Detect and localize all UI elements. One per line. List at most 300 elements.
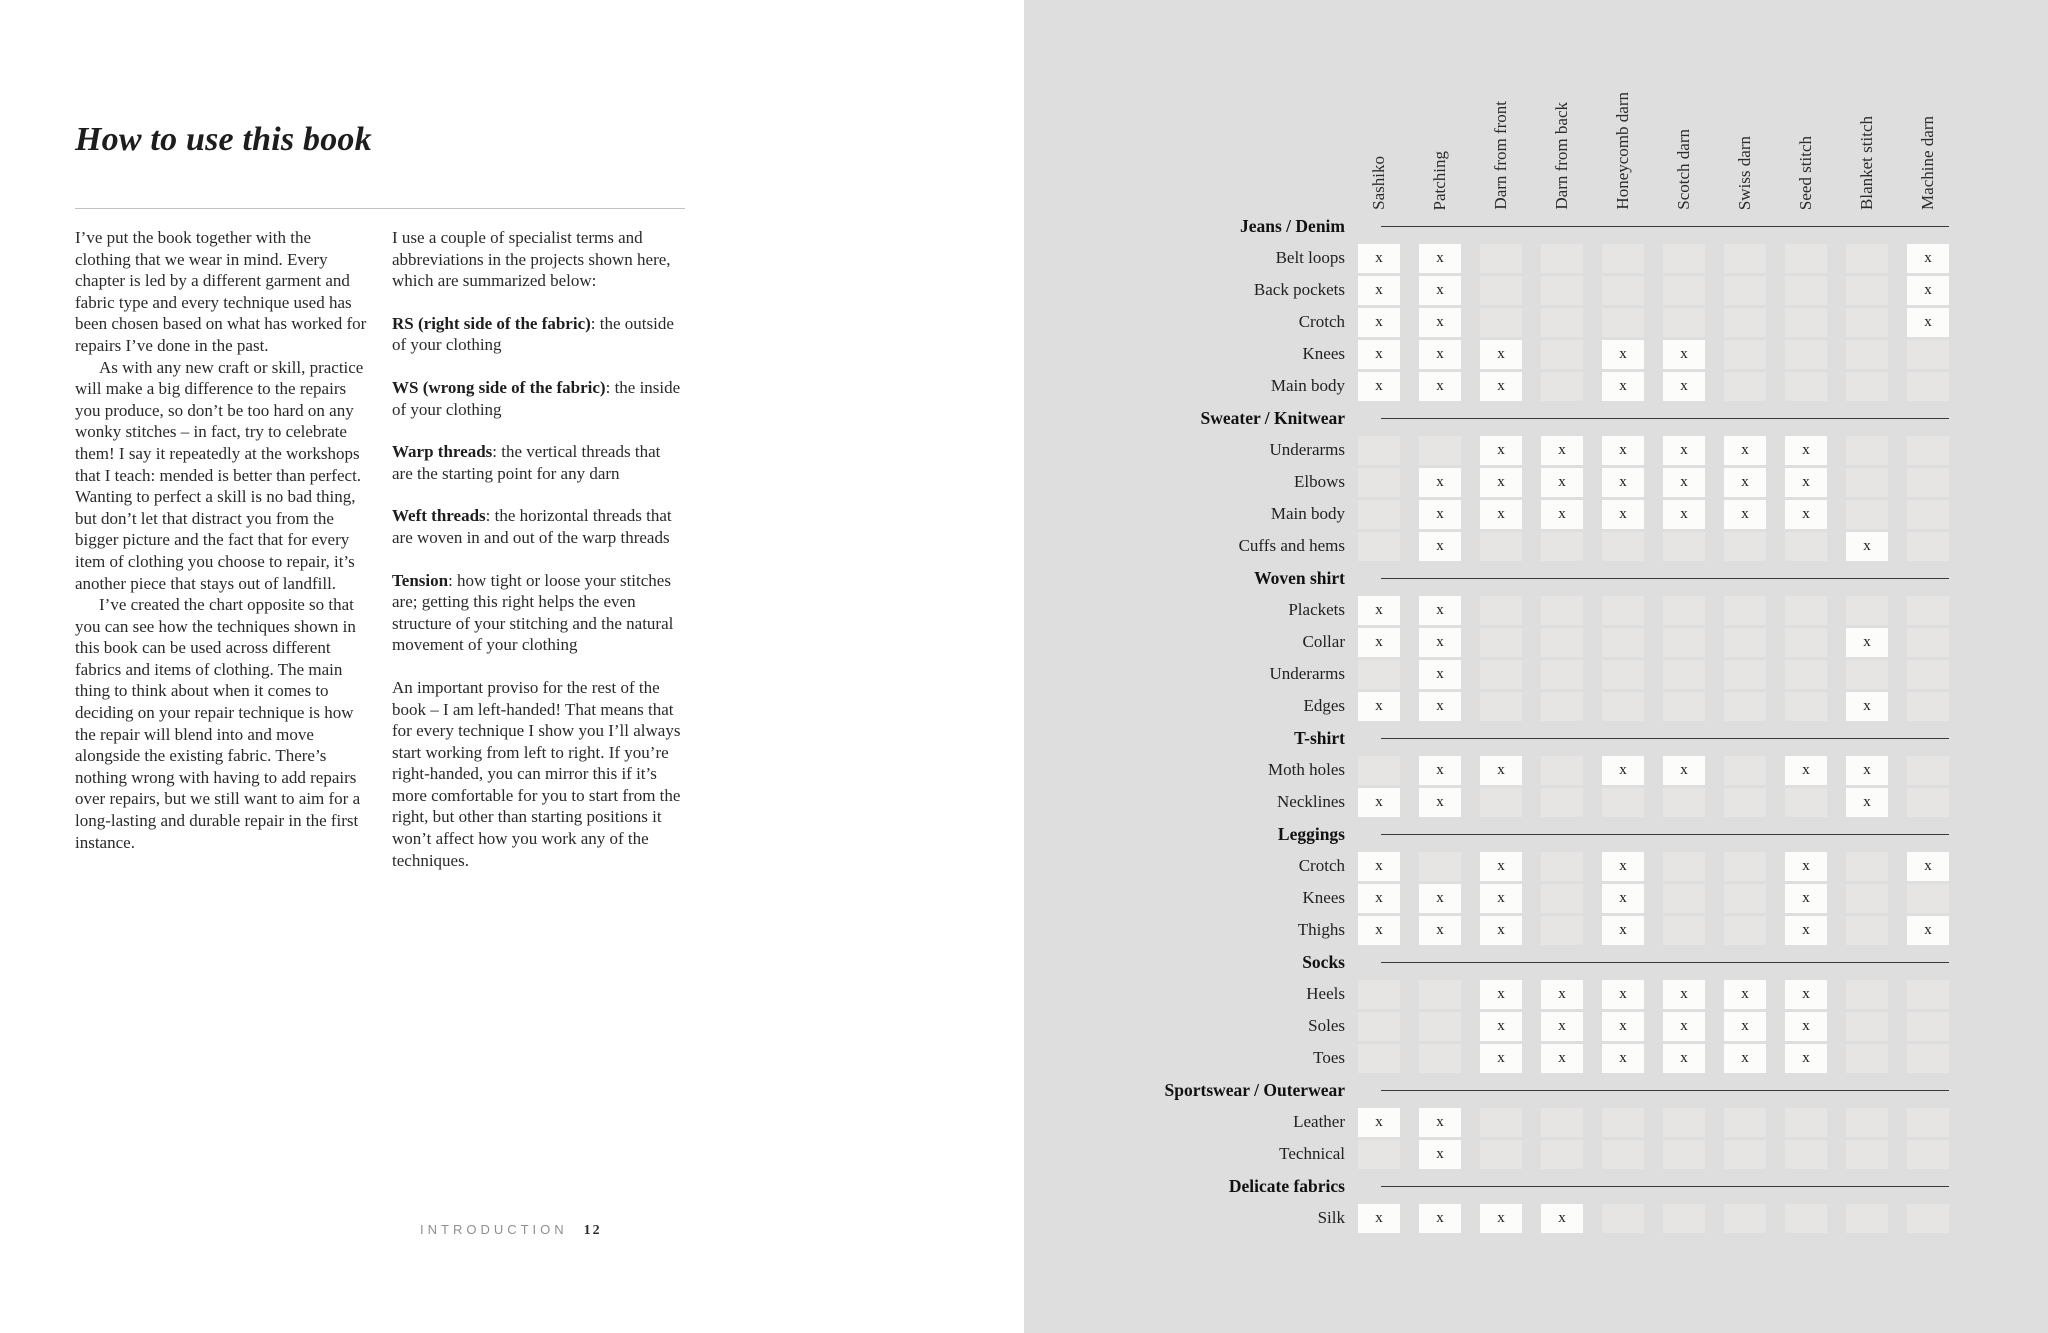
matrix-cell [1907,340,1949,369]
cell-slot [1907,628,1968,657]
matrix-cell [1541,916,1583,945]
matrix-cell: x [1419,1108,1461,1137]
matrix-cell [1480,276,1522,305]
footer-page-number: 12 [583,1223,602,1238]
cell-slot [1785,756,1846,785]
cell-slot [1480,1140,1541,1169]
cell-slot [1785,1140,1846,1169]
cell-slot [1480,436,1541,465]
cell-slot [1663,468,1724,497]
column-header: Sashiko [1369,156,1388,210]
matrix-cell [1785,276,1827,305]
column-header: Swiss darn [1735,135,1754,210]
cell-slot [1907,244,1968,273]
row-label: Leather [1293,1112,1345,1131]
matrix-cell [1602,628,1644,657]
matrix-cell: x [1480,1044,1522,1073]
matrix-cell: x [1358,1204,1400,1233]
cell-slot [1602,852,1663,881]
section-label: Socks [1302,951,1345,972]
cell-slot [1541,276,1602,305]
matrix-cell [1785,340,1827,369]
matrix-cell [1724,756,1766,785]
section-header-row [1030,210,1974,242]
cell-slot [1663,1044,1724,1073]
matrix-cell [1724,852,1766,881]
matrix-cell: x [1785,1012,1827,1041]
cell-slot [1846,308,1907,337]
row-label: Underarms [1269,440,1345,459]
section-header-row [1030,562,1974,594]
cell-slot [1785,500,1846,529]
matrix-cell: x [1419,340,1461,369]
matrix-cell [1663,1204,1705,1233]
matrix-cell: x [1724,436,1766,465]
table-row [1030,434,1974,466]
matrix-cell [1846,372,1888,401]
matrix-cell: x [1480,340,1522,369]
matrix-cell: x [1358,596,1400,625]
cell-slot [1724,852,1785,881]
row-label: Plackets [1288,600,1345,619]
cell-slot [1419,692,1480,721]
cell-slot [1663,372,1724,401]
table-row [1030,850,1974,882]
matrix-cell [1846,244,1888,273]
row-label: Crotch [1298,856,1345,875]
cell-slot [1358,276,1419,305]
cell-slot [1846,628,1907,657]
title-divider [75,208,685,209]
matrix-cell: x [1785,916,1827,945]
matrix-cell [1480,308,1522,337]
row-label: Necklines [1277,792,1345,811]
matrix-cell [1663,660,1705,689]
matrix-cell [1480,596,1522,625]
matrix-cell [1907,1108,1949,1137]
right-page [1024,0,2048,1333]
matrix-cell [1907,980,1949,1009]
cell-slot [1663,916,1724,945]
cell-slot [1785,372,1846,401]
section-label: Leggings [1277,823,1345,844]
matrix-cell: x [1419,276,1461,305]
table-row [1030,1106,1974,1138]
row-label: Underarms [1269,664,1345,683]
section-header-row [1030,1074,1974,1106]
glossary-block: Warp threads: the vertical threads that are the starting point for any darn [392,442,661,483]
matrix-cell [1846,1108,1888,1137]
matrix-cell [1724,1204,1766,1233]
cell-slot [1541,980,1602,1009]
matrix-cell: x [1785,468,1827,497]
cell-slot [1602,596,1663,625]
cell-slot [1358,596,1419,625]
body-paragraph: As with any new craft or skill, practice will make a big difference to the repairs you produce, so don’t be too hard on any wonky stitches – in fact, try to celebrate them! I say it repeatedly at the workshops that I teach: mended is better than perfect. Wanting to perfect a skill is no bad thing, but don’t let that distract you from the bigger picture and the fact that for every item of clothing you choose to repair, it’s another piece that stays out of landfill. [75,357,364,593]
matrix-cell: x [1480,852,1522,881]
cell-slot [1663,1204,1724,1233]
glossary-term: WS (wrong side of the fabric) [392,377,606,397]
matrix-cell [1663,884,1705,913]
cell-slot [1907,916,1968,945]
matrix-cell [1907,692,1949,721]
matrix-cell: x [1602,916,1644,945]
cell-slot [1663,244,1724,273]
matrix-cell [1663,1108,1705,1137]
cell-slot [1480,340,1541,369]
cell-slot [1724,1204,1785,1233]
cell-slot [1602,372,1663,401]
glossary-term: Tension [392,570,449,590]
table-row [1030,242,1974,274]
cell-slot [1541,532,1602,561]
matrix-cell [1907,1012,1949,1041]
matrix-cell: x [1602,1012,1644,1041]
matrix-cell [1419,1012,1461,1041]
cell-slot [1724,980,1785,1009]
cell-slot [1358,980,1419,1009]
matrix-cell: x [1419,660,1461,689]
cell-slot [1480,788,1541,817]
cell-slot [1602,660,1663,689]
left-column-2 [392,227,685,892]
matrix-cell: x [1846,756,1888,785]
cell-slot [1480,276,1541,305]
cell-slot [1785,1012,1846,1041]
matrix-cell [1480,692,1522,721]
matrix-cell: x [1419,500,1461,529]
cell-slot [1785,244,1846,273]
matrix-cell [1602,1108,1644,1137]
cell-slot [1602,756,1663,785]
matrix-cell [1724,1108,1766,1137]
matrix-cell: x [1480,500,1522,529]
cell-slot [1907,308,1968,337]
column-header-slot [1663,60,1724,210]
cell-slot [1663,500,1724,529]
cell-slot [1480,532,1541,561]
cell-slot [1419,1108,1480,1137]
column-header: Darn from front [1491,101,1510,210]
matrix-cell [1541,692,1583,721]
matrix-cell [1724,692,1766,721]
cell-slot [1480,468,1541,497]
matrix-cell [1846,308,1888,337]
cell-slot [1358,500,1419,529]
row-label: Knees [1302,344,1345,363]
matrix-cell [1907,436,1949,465]
cell-slot [1541,436,1602,465]
body-paragraph: I’ve put the book together with the clothing that we wear in mind. Every chapter is led by a different garment and fabric type and every technique used has been chosen based on what has worked for repairs I’ve done in the past. [75,228,367,355]
cell-slot [1480,244,1541,273]
matrix-cell: x [1358,1108,1400,1137]
column-header: Seed stitch [1796,135,1815,210]
matrix-cell: x [1358,788,1400,817]
cell-slot [1541,852,1602,881]
matrix-cell [1724,916,1766,945]
cell-slot [1785,532,1846,561]
cell-slot [1358,756,1419,785]
table-row [1030,594,1974,626]
matrix-cell [1724,788,1766,817]
matrix-cell: x [1419,468,1461,497]
cell-slot [1846,500,1907,529]
matrix-cell: x [1602,1044,1644,1073]
matrix-cell [1480,244,1522,273]
matrix-cell: x [1419,756,1461,785]
matrix-cell: x [1663,436,1705,465]
matrix-cell [1541,628,1583,657]
cell-slot [1663,1140,1724,1169]
cell-slot [1358,1108,1419,1137]
section-rule [1381,226,1949,227]
matrix-cell [1846,596,1888,625]
glossary-block: Tension: how tight or loose your stitches are; getting this right helps the even structure of your stitching and the natural movement of your clothing [392,570,674,655]
matrix-cell [1907,532,1949,561]
cell-slot [1602,436,1663,465]
matrix-cell [1907,468,1949,497]
matrix-cell [1358,756,1400,785]
matrix-cell [1846,436,1888,465]
cell-slot [1419,788,1480,817]
matrix-cell: x [1419,916,1461,945]
row-label: Toes [1313,1048,1345,1067]
page-title: How to use this book [75,120,372,158]
cell-slot [1602,788,1663,817]
cell-slot [1724,500,1785,529]
matrix-cell [1846,884,1888,913]
cell-slot [1663,788,1724,817]
cell-slot [1846,852,1907,881]
matrix-cell: x [1541,1044,1583,1073]
matrix-cell: x [1907,916,1949,945]
matrix-cell: x [1907,852,1949,881]
row-label: Thighs [1297,920,1345,939]
matrix-cell: x [1358,244,1400,273]
cell-slot [1419,1140,1480,1169]
cell-slot [1419,1204,1480,1233]
cell-slot [1480,660,1541,689]
cell-slot [1419,340,1480,369]
cell-slot [1724,372,1785,401]
matrix-cell [1724,340,1766,369]
matrix-cell: x [1480,1204,1522,1233]
matrix-cell [1602,276,1644,305]
column-header: Scotch darn [1674,129,1693,210]
cell-slot [1846,1044,1907,1073]
cell-slot [1419,372,1480,401]
matrix-cell: x [1663,372,1705,401]
cell-slot [1785,1044,1846,1073]
cell-slot [1602,1108,1663,1137]
matrix-cell [1358,1044,1400,1073]
matrix-cell: x [1358,308,1400,337]
matrix-cell [1846,852,1888,881]
matrix-cell: x [1541,436,1583,465]
matrix-cell [1907,1044,1949,1073]
cell-slot [1785,980,1846,1009]
matrix-cell [1907,884,1949,913]
table-row [1030,1202,1974,1234]
cell-slot [1358,660,1419,689]
matrix-cell: x [1602,436,1644,465]
cell-slot [1785,596,1846,625]
matrix-cell: x [1846,788,1888,817]
cell-slot [1358,436,1419,465]
cell-slot [1358,372,1419,401]
matrix-cell: x [1419,884,1461,913]
matrix-cell [1602,660,1644,689]
matrix-cell [1724,276,1766,305]
matrix-cell: x [1602,340,1644,369]
cell-slot [1724,1012,1785,1041]
column-header-slot [1785,60,1846,210]
matrix-cell: x [1419,596,1461,625]
cell-slot [1419,244,1480,273]
cell-slot [1358,916,1419,945]
cell-slot [1358,1140,1419,1169]
matrix-cell: x [1419,372,1461,401]
cell-slot [1785,436,1846,465]
matrix-cell [1541,756,1583,785]
matrix-cell: x [1846,628,1888,657]
matrix-cell: x [1907,244,1949,273]
matrix-cell: x [1785,500,1827,529]
section-rule [1381,738,1949,739]
matrix-cell [1541,372,1583,401]
matrix-cell: x [1785,852,1827,881]
matrix-cell [1663,276,1705,305]
cell-slot [1419,980,1480,1009]
column-header-slot [1419,60,1480,210]
cell-slot [1846,532,1907,561]
cell-slot [1907,1140,1968,1169]
matrix-cell [1358,980,1400,1009]
cell-slot [1541,916,1602,945]
cell-slot [1785,884,1846,913]
matrix-cell [1663,692,1705,721]
cell-slot [1541,372,1602,401]
cell-slot [1724,788,1785,817]
matrix-cell: x [1541,1204,1583,1233]
matrix-cell [1602,1204,1644,1233]
matrix-cell [1785,1204,1827,1233]
column-header-slot [1724,60,1785,210]
matrix-cell [1846,660,1888,689]
column-header-slot [1480,60,1541,210]
cell-slot [1785,1204,1846,1233]
matrix-cell [1663,788,1705,817]
glossary-term: Warp threads [392,442,493,462]
table-row [1030,1010,1974,1042]
matrix-cell [1846,340,1888,369]
matrix-cell [1358,436,1400,465]
cell-slot [1602,692,1663,721]
matrix-cell [1907,660,1949,689]
cell-slot [1907,340,1968,369]
matrix-cell [1907,1204,1949,1233]
cell-slot [1663,340,1724,369]
matrix-cell [1846,916,1888,945]
cell-slot [1907,1108,1968,1137]
matrix-cell: x [1480,468,1522,497]
cell-slot [1724,756,1785,785]
cell-slot [1846,1108,1907,1137]
matrix-cell [1724,1140,1766,1169]
cell-slot [1541,756,1602,785]
matrix-cell [1602,596,1644,625]
cell-slot [1846,596,1907,625]
cell-slot [1907,756,1968,785]
matrix-cell: x [1907,308,1949,337]
glossary-block: I use a couple of specialist terms and abbreviations in the projects shown here, which are summarized below: [392,228,671,291]
matrix-cell: x [1785,884,1827,913]
cell-slot [1602,468,1663,497]
matrix-cell: x [1602,756,1644,785]
cell-slot [1419,596,1480,625]
matrix-cell: x [1602,468,1644,497]
cell-slot [1358,628,1419,657]
footer-section-label: INTRODUCTION [420,1222,568,1237]
matrix-cell: x [1419,244,1461,273]
column-header: Machine darn [1918,116,1937,210]
matrix-cell: x [1663,468,1705,497]
cell-slot [1358,340,1419,369]
matrix-cell [1541,532,1583,561]
matrix-cell: x [1846,532,1888,561]
section-rule [1381,1090,1949,1091]
matrix-cell: x [1358,916,1400,945]
matrix-cell [1663,532,1705,561]
table-row [1030,370,1974,402]
cell-slot [1358,468,1419,497]
glossary-block: An important proviso for the rest of the book – I am left-handed! That means that for every technique I show you I’ll always start working from left to right. If you’re right-handed, you can mirror this if it’s more comfortable for you to start from the right, but other than starting positions it won’t affect how you work any of the techniques. [392,677,681,870]
matrix-cell [1785,372,1827,401]
cell-slot [1419,436,1480,465]
column-header: Patching [1430,150,1449,210]
cell-slot [1541,1204,1602,1233]
cell-slot [1541,788,1602,817]
matrix-cell [1663,244,1705,273]
table-row [1030,914,1974,946]
matrix-cell: x [1480,436,1522,465]
section-header-row [1030,722,1974,754]
matrix-cell [1602,692,1644,721]
cell-slot [1907,532,1968,561]
matrix-cell: x [1419,532,1461,561]
matrix-cell: x [1663,500,1705,529]
cell-slot [1846,756,1907,785]
cell-slot [1785,308,1846,337]
cell-slot [1358,788,1419,817]
matrix-cell [1480,788,1522,817]
cell-slot [1724,596,1785,625]
matrix-cell [1480,628,1522,657]
section-label: Sweater / Knitwear [1200,407,1345,428]
glossary-term: RS (right side of the fabric) [392,313,591,333]
matrix-cell: x [1724,1044,1766,1073]
cell-slot [1724,308,1785,337]
cell-slot [1663,852,1724,881]
cell-slot [1602,884,1663,913]
cell-slot [1358,692,1419,721]
matrix-cell [1724,244,1766,273]
cell-slot [1602,532,1663,561]
glossary-term: Weft threads [392,506,486,526]
cell-slot [1480,372,1541,401]
matrix-cell [1541,884,1583,913]
cell-slot [1907,852,1968,881]
